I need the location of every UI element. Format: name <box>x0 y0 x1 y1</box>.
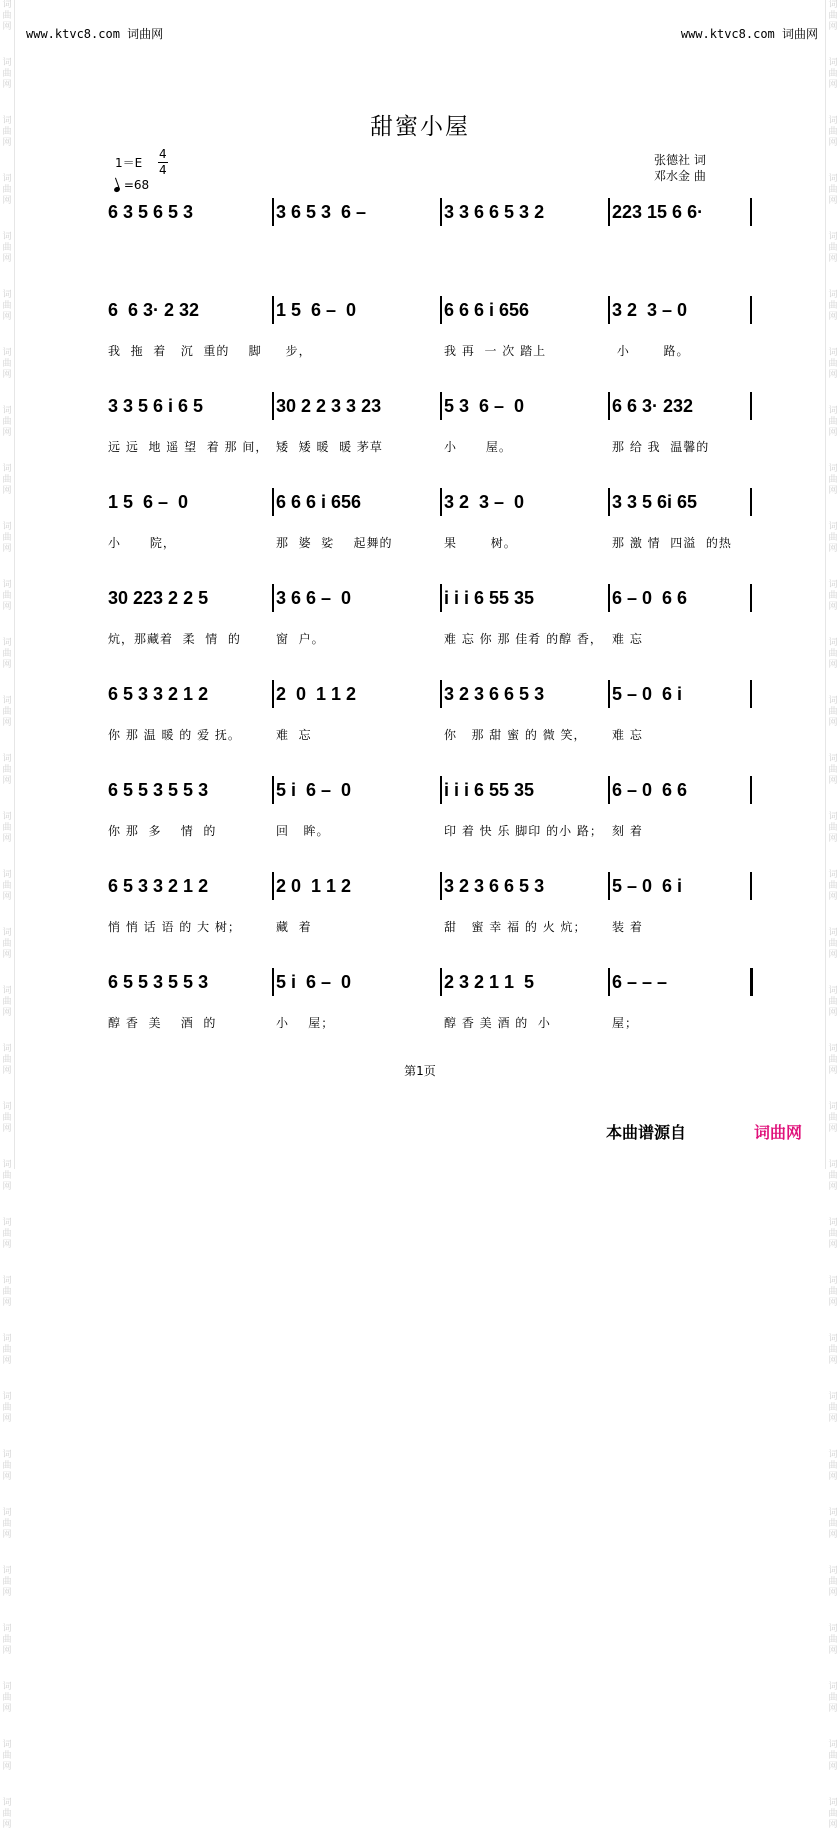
bar-line <box>750 680 752 708</box>
watermark-tile: 词 曲 网 <box>828 348 838 380</box>
measure-lyrics: 刻 着 <box>612 824 643 838</box>
bar-line <box>750 198 752 226</box>
measure-notes: 30 2 2 3 3 23 <box>276 396 382 416</box>
watermark-tile: 词 曲 网 <box>828 1218 838 1250</box>
measure-lyrics: 我 拖 着 沉 重的 脚 <box>108 344 262 358</box>
measure-lyrics: 矮 矮 暖 暖 茅草 <box>276 440 383 454</box>
measure-lyrics: 醇 香 美 酒 的 小 <box>444 1016 551 1030</box>
watermark-tile: 词 曲 网 <box>828 1044 838 1076</box>
watermark-tile: 词 曲 网 <box>2 638 12 670</box>
measure-lyrics: 窗 户。 <box>276 632 325 646</box>
bar-line <box>440 968 442 996</box>
bar-line <box>272 776 274 804</box>
bar-line <box>272 198 274 226</box>
watermark-tile: 词 曲 网 <box>2 0 12 32</box>
watermark-tile: 词 曲 网 <box>2 1160 12 1192</box>
measure-notes: 1 5 6 – 0 <box>276 300 357 320</box>
measure-notes: 6 5 5 3 5 5 3 <box>108 780 209 800</box>
watermark-tile: 词 曲 网 <box>2 174 12 206</box>
watermark-tile: 词 曲 网 <box>828 812 838 844</box>
measure-lyrics: 难 忘 <box>276 728 312 742</box>
measure-lyrics: 印 着 快 乐 脚印 的小 路； <box>444 824 603 838</box>
measure-lyrics: 小 路。 <box>612 344 690 358</box>
composer: 邓水金 曲 <box>654 169 706 183</box>
watermark-tile: 词 曲 网 <box>2 348 12 380</box>
watermark-tile: 词 曲 网 <box>828 406 838 438</box>
watermark-tile: 词 曲 网 <box>828 928 838 960</box>
measure-lyrics: 你 那 温 暖 的 爱 抚。 <box>108 728 241 742</box>
watermark-tile: 词 曲 网 <box>2 1102 12 1134</box>
watermark-tile: 词 曲 网 <box>2 1566 12 1598</box>
watermark-tile: 词 曲 网 <box>2 1450 12 1482</box>
site-url-left[interactable]: www.ktvc8.com 词曲网 <box>26 27 164 41</box>
watermark-tile: 词 曲 网 <box>828 870 838 902</box>
measure-notes: 6 5 5 3 5 5 3 <box>108 972 209 992</box>
bar-line <box>750 584 752 612</box>
measure-lyrics: 你 那 甜 蜜 的 微 笑， <box>444 728 587 742</box>
bar-line <box>750 968 753 996</box>
measure-notes: 3 6 5 3 6 – <box>276 202 367 222</box>
measure-notes: 5 i 6 – 0 <box>276 972 352 992</box>
watermark-tile: 词 曲 网 <box>828 1566 838 1598</box>
watermark-tile: 词 曲 网 <box>828 696 838 728</box>
measure-notes: 3 2 3 – 0 <box>444 492 525 512</box>
measure-notes: 1 5 6 – 0 <box>108 492 189 512</box>
watermark-tile: 词 曲 网 <box>828 1102 838 1134</box>
measure-notes: 3 2 3 – 0 <box>612 300 688 320</box>
watermark-tile: 词 曲 网 <box>828 1682 838 1714</box>
page-number: 第1页 <box>404 1064 436 1078</box>
quarter-note-icon <box>113 186 120 193</box>
watermark-tile: 词 曲 网 <box>2 1740 12 1772</box>
watermark-tile: 词 曲 网 <box>2 928 12 960</box>
watermark-tile: 词 曲 网 <box>828 1334 838 1366</box>
measure-notes: 6 5 3 3 2 1 2 <box>108 876 209 896</box>
bar-line <box>440 584 442 612</box>
measure-lyrics: 醇 香 美 酒 的 <box>108 1016 217 1030</box>
measure-notes: 6 – 0 6 6 <box>612 780 688 800</box>
watermark-tile: 词 曲 网 <box>2 1392 12 1424</box>
tempo-marking <box>114 178 149 192</box>
watermark-tile: 词 曲 网 <box>828 1276 838 1308</box>
measure-notes: 5 i 6 – 0 <box>276 780 352 800</box>
watermark-tile: 词 曲 网 <box>828 1392 838 1424</box>
bar-line <box>608 680 610 708</box>
watermark-column-left <box>0 0 15 1830</box>
watermark-tile: 词 曲 网 <box>2 1624 12 1656</box>
measure-notes: i i i 6 55 35 <box>444 588 535 608</box>
measure-lyrics: 悄 悄 话 语 的 大 树； <box>108 920 241 934</box>
measure-notes: 6 6 3· 2 32 <box>108 300 200 320</box>
watermark-tile: 词 曲 网 <box>828 1740 838 1772</box>
watermark-tile: 词 曲 网 <box>828 522 838 554</box>
watermark-tile: 词 曲 网 <box>2 232 12 264</box>
measure-notes: 2 0 1 1 2 <box>276 684 357 704</box>
watermark-tile: 词 曲 网 <box>2 1682 12 1714</box>
watermark-tile: 词 曲 网 <box>2 1508 12 1540</box>
bar-line <box>272 872 274 900</box>
watermark-tile: 词 曲 网 <box>828 116 838 148</box>
bar-line <box>608 968 610 996</box>
bar-line <box>440 488 442 516</box>
measure-lyrics: 步， <box>276 344 312 358</box>
source-brand[interactable]: 词曲网 <box>754 1123 803 1142</box>
measure-notes: i i i 6 55 35 <box>444 780 535 800</box>
watermark-tile: 词 曲 网 <box>828 1450 838 1482</box>
bar-line <box>608 392 610 420</box>
measure-lyrics: 小 院， <box>108 536 176 550</box>
bar-line <box>440 296 442 324</box>
measure-notes: 6 3 5 6 5 3 <box>108 202 194 222</box>
measure-lyrics: 屋； <box>612 1016 639 1030</box>
measure-notes: 5 – 0 6 i <box>612 684 683 704</box>
credits <box>654 152 706 184</box>
key-signature: 1＝E <box>115 156 143 170</box>
measure-notes: 5 3 6 – 0 <box>444 396 525 416</box>
measure-lyrics: 炕，那藏着 柔 情 的 <box>108 632 241 646</box>
measure-lyrics: 甜 蜜 幸 福 的 火 炕； <box>444 920 587 934</box>
measure-lyrics: 果 树。 <box>444 536 517 550</box>
bar-line <box>440 776 442 804</box>
watermark-tile: 词 曲 网 <box>2 1044 12 1076</box>
measure-lyrics: 远 远 地 遥 望 着 那 间， <box>108 440 269 454</box>
measure-notes: 6 6 3· 232 <box>612 396 694 416</box>
measure-notes: 3 2 3 6 6 5 3 <box>444 684 545 704</box>
watermark-tile: 词 曲 网 <box>2 1218 12 1250</box>
watermark-tile: 词 曲 网 <box>2 1276 12 1308</box>
watermark-tile: 词 曲 网 <box>2 870 12 902</box>
bar-line <box>750 776 752 804</box>
watermark-tile: 词 曲 网 <box>2 58 12 90</box>
bar-line <box>272 488 274 516</box>
watermark-tile: 词 曲 网 <box>2 1798 12 1830</box>
watermark-tile: 词 曲 网 <box>828 290 838 322</box>
watermark-tile: 词 曲 网 <box>828 754 838 786</box>
source-label: 本曲谱源自 <box>606 1123 687 1142</box>
measure-lyrics: 那 激 情 四溢 的热 <box>612 536 732 550</box>
bar-line <box>608 198 610 226</box>
bar-line <box>440 392 442 420</box>
measure-lyrics: 你 那 多 情 的 <box>108 824 217 838</box>
watermark-tile: 词 曲 网 <box>828 638 838 670</box>
bar-line <box>272 968 274 996</box>
measure-notes: 3 2 3 6 6 5 3 <box>444 876 545 896</box>
bar-line <box>608 776 610 804</box>
bar-line <box>750 392 752 420</box>
measure-lyrics: 难 忘 <box>612 632 643 646</box>
bar-line <box>440 680 442 708</box>
measure-notes: 3 3 5 6 i 6 5 <box>108 396 204 416</box>
watermark-tile: 词 曲 网 <box>2 1334 12 1366</box>
measure-lyrics: 那 婆 娑 起舞的 <box>276 536 393 550</box>
measure-notes: 3 6 6 – 0 <box>276 588 352 608</box>
measure-lyrics: 小 屋。 <box>444 440 512 454</box>
measure-notes: 3 3 5 6i 65 <box>612 492 698 512</box>
bar-line <box>608 584 610 612</box>
measure-lyrics: 我 再 一 次 踏上 <box>444 344 547 358</box>
watermark-tile: 词 曲 网 <box>2 406 12 438</box>
watermark-tile: 词 曲 网 <box>828 58 838 90</box>
time-signature-top: 4 <box>159 147 167 161</box>
measure-notes: 2 3 2 1 1 5 <box>444 972 535 992</box>
measure-notes: 3 3 6 6 5 3 2 <box>444 202 545 222</box>
measure-notes: 6 – – – <box>612 972 668 992</box>
measure-lyrics: 回 眸。 <box>276 824 330 838</box>
watermark-tile: 词 曲 网 <box>828 986 838 1018</box>
bar-line <box>608 872 610 900</box>
watermark-tile: 词 曲 网 <box>2 580 12 612</box>
measure-lyrics: 那 给 我 温馨的 <box>612 440 710 454</box>
measure-notes: 6 6 6 i 656 <box>444 300 530 320</box>
watermark-column-right <box>825 0 840 1830</box>
bar-line <box>272 680 274 708</box>
watermark-tile: 词 曲 网 <box>828 464 838 496</box>
measure-lyrics: 难 忘 <box>612 728 643 742</box>
measure-lyrics: 装 着 <box>612 920 643 934</box>
watermark-tile: 词 曲 网 <box>2 986 12 1018</box>
bar-line <box>750 488 752 516</box>
bar-line <box>608 296 610 324</box>
watermark-tile: 词 曲 网 <box>828 174 838 206</box>
watermark-tile: 词 曲 网 <box>2 116 12 148</box>
watermark-tile: 词 曲 网 <box>828 1160 838 1192</box>
bar-line <box>608 488 610 516</box>
measure-notes: 6 6 6 i 656 <box>276 492 362 512</box>
measure-notes: 6 5 3 3 2 1 2 <box>108 684 209 704</box>
tempo-value: =68 <box>123 178 150 192</box>
bar-line <box>440 198 442 226</box>
site-url-right[interactable]: www.ktvc8.com 词曲网 <box>680 27 818 41</box>
measure-notes: 30 223 2 2 5 <box>108 588 209 608</box>
bar-line <box>272 584 274 612</box>
watermark-tile: 词 曲 网 <box>828 1798 838 1830</box>
bar-line <box>750 872 752 900</box>
watermark-tile: 词 曲 网 <box>828 1624 838 1656</box>
measure-notes: 6 – 0 6 6 <box>612 588 688 608</box>
watermark-tile: 词 曲 网 <box>2 522 12 554</box>
watermark-tile: 词 曲 网 <box>828 0 838 32</box>
measure-notes: 223 15 6 6· <box>612 202 704 222</box>
bar-line <box>272 392 274 420</box>
time-signature <box>158 147 168 178</box>
measure-notes: 5 – 0 6 i <box>612 876 683 896</box>
measure-notes: 2 0 1 1 2 <box>276 876 352 896</box>
bar-line <box>440 872 442 900</box>
watermark-tile: 词 曲 网 <box>2 464 12 496</box>
watermark-tile: 词 曲 网 <box>828 580 838 612</box>
watermark-tile: 词 曲 网 <box>828 1508 838 1540</box>
watermark-tile: 词 曲 网 <box>2 696 12 728</box>
time-signature-bottom: 4 <box>159 163 167 177</box>
measure-lyrics: 小 屋； <box>276 1016 335 1030</box>
bar-line <box>750 296 752 324</box>
lyricist: 张德社 词 <box>654 153 706 167</box>
song-title: 甜蜜小屋 <box>370 114 470 140</box>
bar-line <box>272 296 274 324</box>
watermark-tile: 词 曲 网 <box>828 232 838 264</box>
measure-lyrics: 难 忘 你 那 佳肴 的醇 香， <box>444 632 603 646</box>
watermark-tile: 词 曲 网 <box>2 290 12 322</box>
watermark-tile: 词 曲 网 <box>2 754 12 786</box>
measure-lyrics: 藏 着 <box>276 920 312 934</box>
watermark-tile: 词 曲 网 <box>2 812 12 844</box>
